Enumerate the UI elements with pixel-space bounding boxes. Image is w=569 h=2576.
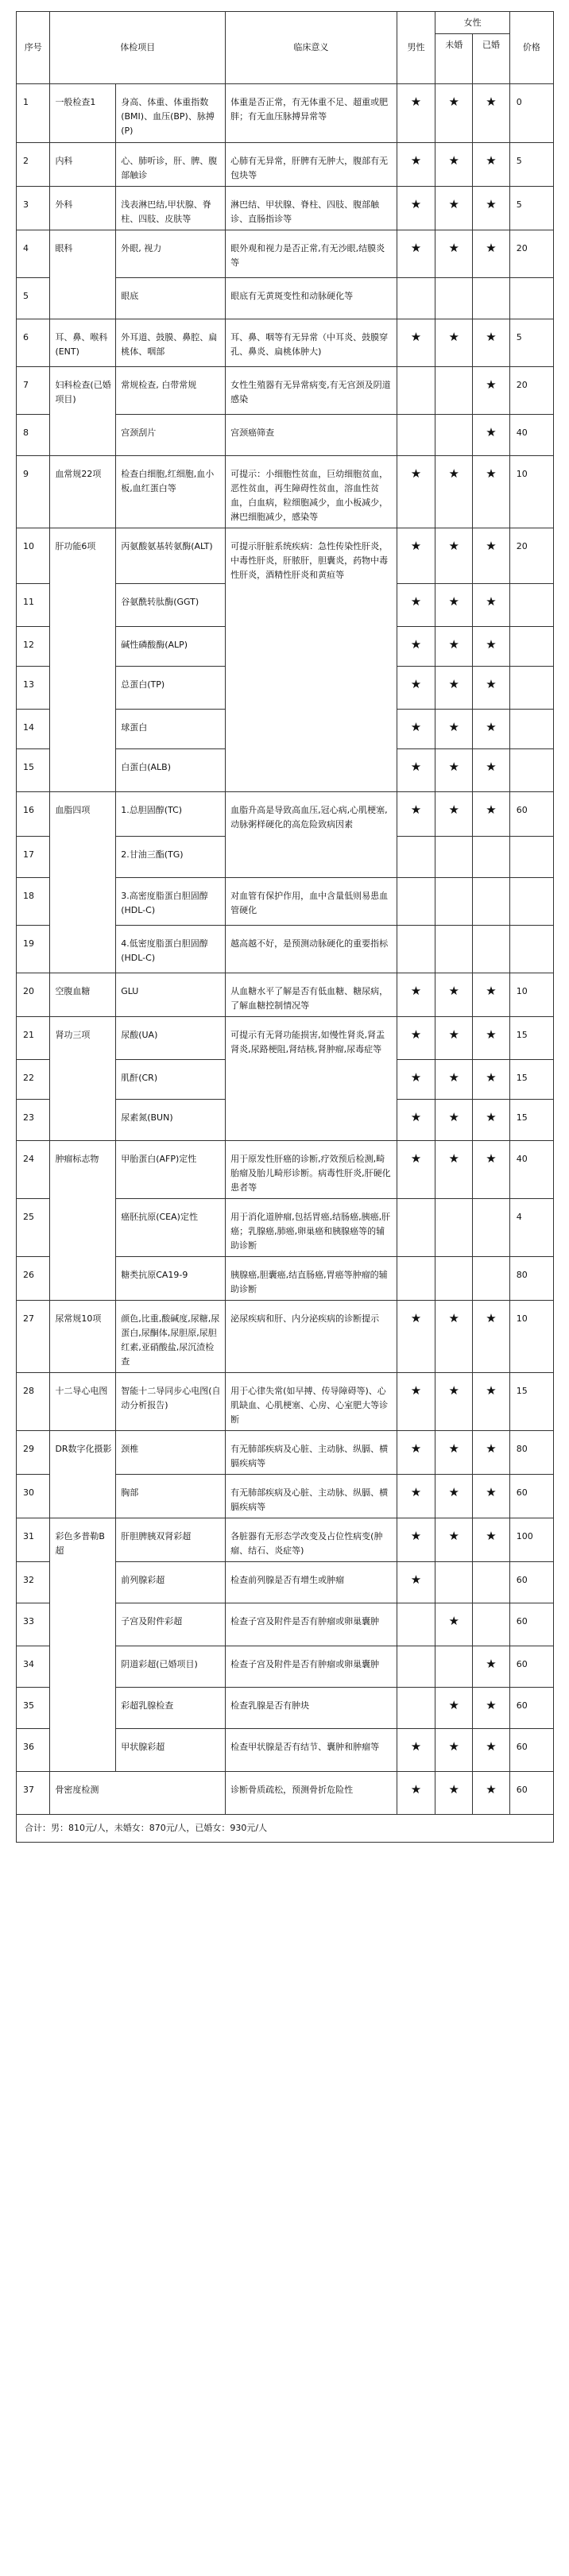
male-mark xyxy=(397,1257,435,1301)
row-number: 18 xyxy=(17,878,50,926)
male-mark: ★ xyxy=(397,1060,435,1100)
row-number: 25 xyxy=(17,1199,50,1257)
married-mark: ★ xyxy=(473,1060,510,1100)
male-mark: ★ xyxy=(397,1772,435,1815)
unmarried-mark xyxy=(435,415,473,456)
unmarried-mark: ★ xyxy=(435,1373,473,1431)
row-number: 9 xyxy=(17,456,50,528)
male-mark: ★ xyxy=(397,187,435,230)
row-subitem: 1.总胆固醇(TC) xyxy=(116,792,226,837)
married-mark: ★ xyxy=(473,230,510,278)
row-subitem: 智能十二导同步心电图(自动分析报告) xyxy=(116,1373,226,1431)
row-price: 15 xyxy=(509,1060,553,1100)
row-subitem: 2.甘油三酯(TG) xyxy=(116,837,226,878)
married-mark: ★ xyxy=(473,1772,510,1815)
married-mark: ★ xyxy=(473,710,510,749)
row-subitem: 肌酐(CR) xyxy=(116,1060,226,1100)
table-row xyxy=(17,1301,554,1373)
header-unmarried: 未婚 xyxy=(435,34,473,84)
row-number: 28 xyxy=(17,1373,50,1431)
unmarried-mark xyxy=(435,837,473,878)
row-meaning: 对血管有保护作用，血中含量低则易患血管硬化 xyxy=(226,878,397,926)
row-number: 20 xyxy=(17,973,50,1017)
male-mark: ★ xyxy=(397,749,435,792)
male-mark: ★ xyxy=(397,627,435,667)
unmarried-mark: ★ xyxy=(435,1060,473,1100)
unmarried-mark xyxy=(435,367,473,415)
row-price: 20 xyxy=(509,230,553,278)
married-mark: ★ xyxy=(473,792,510,837)
row-price: 20 xyxy=(509,528,553,584)
row-subitem: 肝胆脾胰双肾彩超 xyxy=(116,1518,226,1562)
row-number: 14 xyxy=(17,710,50,749)
row-subitem: 尿酸(UA) xyxy=(116,1017,226,1060)
row-category: 血脂四项 xyxy=(50,792,116,973)
row-subitem: 宫颈刮片 xyxy=(116,415,226,456)
married-mark: ★ xyxy=(473,1373,510,1431)
row-meaning: 越高越不好，是预测动脉硬化的重要指标 xyxy=(226,926,397,973)
table-row xyxy=(17,1772,554,1815)
row-number: 26 xyxy=(17,1257,50,1301)
row-price xyxy=(509,710,553,749)
table-row xyxy=(17,528,554,584)
row-meaning: 有无肺部疾病及心脏、主动脉、纵膈、横膈疾病等 xyxy=(226,1475,397,1518)
row-number: 35 xyxy=(17,1688,50,1729)
row-meaning: 可提示有无肾功能损害,如慢性肾炎,肾盂肾炎,尿路梗阻,肾结核,肾肿瘤,尿毒症等 xyxy=(226,1017,397,1141)
row-price: 15 xyxy=(509,1100,553,1141)
row-number: 3 xyxy=(17,187,50,230)
married-mark xyxy=(473,926,510,973)
row-number: 19 xyxy=(17,926,50,973)
married-mark: ★ xyxy=(473,1141,510,1199)
row-price: 60 xyxy=(509,1475,553,1518)
row-price: 5 xyxy=(509,187,553,230)
row-meaning: 诊断骨质疏松，预测骨折危险性 xyxy=(226,1772,397,1815)
row-subitem: 子宫及附件彩超 xyxy=(116,1603,226,1646)
row-subitem: 糖类抗原CA19-9 xyxy=(116,1257,226,1301)
unmarried-mark: ★ xyxy=(435,584,473,627)
row-number: 31 xyxy=(17,1518,50,1562)
male-mark: ★ xyxy=(397,230,435,278)
male-mark: ★ xyxy=(397,1301,435,1373)
row-price: 40 xyxy=(509,1141,553,1199)
row-number: 22 xyxy=(17,1060,50,1100)
row-price xyxy=(509,837,553,878)
row-number: 8 xyxy=(17,415,50,456)
row-price: 5 xyxy=(509,143,553,187)
row-price: 10 xyxy=(509,973,553,1017)
row-meaning: 女性生殖器有无异常病变,有无宫颈及阴道感染 xyxy=(226,367,397,415)
table-row xyxy=(17,1518,554,1562)
unmarried-mark: ★ xyxy=(435,456,473,528)
row-number: 4 xyxy=(17,230,50,278)
exam-table-container xyxy=(16,11,554,1843)
unmarried-mark: ★ xyxy=(435,667,473,710)
unmarried-mark: ★ xyxy=(435,1100,473,1141)
row-meaning: 可提示肝脏系统疾病：急性传染性肝炎，中毒性肝炎，肝脓肝，胆囊炎，药物中毒性肝炎，酒精性肝炎和黄疸等 xyxy=(226,528,397,792)
married-mark: ★ xyxy=(473,1688,510,1729)
row-category: 妇科检查(已婚项目) xyxy=(50,367,116,456)
row-number: 24 xyxy=(17,1141,50,1199)
male-mark: ★ xyxy=(397,584,435,627)
married-mark: ★ xyxy=(473,1518,510,1562)
row-subitem: 癌胚抗原(CEA)定性 xyxy=(116,1199,226,1257)
row-subitem: 外眼, 视力 xyxy=(116,230,226,278)
row-subitem: 3.高密度脂蛋白胆固醇(HDL-C) xyxy=(116,878,226,926)
unmarried-mark xyxy=(435,1646,473,1688)
male-mark: ★ xyxy=(397,1141,435,1199)
row-subitem: 尿素氮(BUN) xyxy=(116,1100,226,1141)
row-number: 10 xyxy=(17,528,50,584)
male-mark xyxy=(397,1603,435,1646)
married-mark: ★ xyxy=(473,584,510,627)
row-subitem: 常规检查, 白带常规 xyxy=(116,367,226,415)
row-subitem: 身高、体重、体重指数(BMI)、血压(BP)、脉搏(P) xyxy=(116,84,226,143)
male-mark xyxy=(397,278,435,319)
row-number: 36 xyxy=(17,1729,50,1772)
male-mark: ★ xyxy=(397,1729,435,1772)
row-number: 2 xyxy=(17,143,50,187)
row-subitem: 心、肺听诊，肝、脾、腹部触诊 xyxy=(116,143,226,187)
row-meaning: 眼外观和视力是否正常,有无沙眼,结膜炎等 xyxy=(226,230,397,278)
row-price: 60 xyxy=(509,792,553,837)
unmarried-mark: ★ xyxy=(435,1772,473,1815)
row-category: 耳、鼻、喉科(ENT) xyxy=(50,319,116,367)
row-category: DR数字化摄影 xyxy=(50,1431,116,1518)
row-number: 30 xyxy=(17,1475,50,1518)
table-row xyxy=(17,456,554,528)
married-mark xyxy=(473,1257,510,1301)
row-meaning: 用于心律失常(如早搏、传导障碍等)、心肌缺血、心肌梗塞、心房、心室肥大等诊断 xyxy=(226,1373,397,1431)
unmarried-mark: ★ xyxy=(435,792,473,837)
unmarried-mark: ★ xyxy=(435,143,473,187)
row-price: 4 xyxy=(509,1199,553,1257)
male-mark xyxy=(397,415,435,456)
male-mark xyxy=(397,926,435,973)
row-meaning: 眼底有无黄斑变性和动脉硬化等 xyxy=(226,278,397,319)
married-mark: ★ xyxy=(473,973,510,1017)
row-meaning: 胰腺癌,胆囊癌,结直肠癌,胃癌等肿瘤的辅助诊断 xyxy=(226,1257,397,1301)
row-number: 16 xyxy=(17,792,50,837)
unmarried-mark: ★ xyxy=(435,973,473,1017)
row-price: 60 xyxy=(509,1772,553,1815)
male-mark: ★ xyxy=(397,528,435,584)
table-row xyxy=(17,230,554,278)
married-mark: ★ xyxy=(473,749,510,792)
married-mark xyxy=(473,278,510,319)
table-row xyxy=(17,1017,554,1060)
unmarried-mark: ★ xyxy=(435,230,473,278)
header-married: 已婚 xyxy=(473,34,510,84)
male-mark xyxy=(397,1688,435,1729)
unmarried-mark: ★ xyxy=(435,1141,473,1199)
row-price: 40 xyxy=(509,415,553,456)
row-number: 33 xyxy=(17,1603,50,1646)
row-meaning: 淋巴结、甲状腺、脊柱、四肢、腹部触诊、直肠指诊等 xyxy=(226,187,397,230)
row-price: 20 xyxy=(509,367,553,415)
married-mark: ★ xyxy=(473,143,510,187)
male-mark: ★ xyxy=(397,143,435,187)
married-mark xyxy=(473,1562,510,1603)
table-row xyxy=(17,84,554,143)
row-price xyxy=(509,926,553,973)
row-number: 17 xyxy=(17,837,50,878)
row-category: 尿常规10项 xyxy=(50,1301,116,1373)
row-subitem: 眼底 xyxy=(116,278,226,319)
married-mark xyxy=(473,837,510,878)
married-mark xyxy=(473,878,510,926)
row-subitem: 甲状腺彩超 xyxy=(116,1729,226,1772)
row-price xyxy=(509,584,553,627)
male-mark xyxy=(397,367,435,415)
row-category: 内科 xyxy=(50,143,116,187)
row-subitem: 外耳道、鼓膜、鼻腔、扁桃体、咽部 xyxy=(116,319,226,367)
unmarried-mark xyxy=(435,278,473,319)
male-mark: ★ xyxy=(397,1562,435,1603)
male-mark: ★ xyxy=(397,1518,435,1562)
unmarried-mark: ★ xyxy=(435,1688,473,1729)
row-meaning: 体重是否正常，有无体重不足、超重或肥胖；有无血压脉搏异常等 xyxy=(226,84,397,143)
row-price: 15 xyxy=(509,1373,553,1431)
row-meaning: 用于消化道肿瘤,包括胃癌,结肠癌,胰癌,肝癌；乳腺癌,肺癌,卵巢癌和胰腺癌等的辅助诊断 xyxy=(226,1199,397,1257)
male-mark: ★ xyxy=(397,319,435,367)
row-meaning: 从血糖水平了解是否有低血糖、糖尿病，了解血糖控制情况等 xyxy=(226,973,397,1017)
row-subitem: 球蛋白 xyxy=(116,710,226,749)
row-number: 13 xyxy=(17,667,50,710)
unmarried-mark: ★ xyxy=(435,1603,473,1646)
male-mark xyxy=(397,1646,435,1688)
row-number: 5 xyxy=(17,278,50,319)
married-mark: ★ xyxy=(473,456,510,528)
row-subitem: 4.低密度脂蛋白胆固醇(HDL-C) xyxy=(116,926,226,973)
married-mark: ★ xyxy=(473,319,510,367)
row-subitem: 前列腺彩超 xyxy=(116,1562,226,1603)
male-mark: ★ xyxy=(397,1475,435,1518)
row-meaning: 血脂升高是导致高血压,冠心病,心肌梗塞,动脉粥样硬化的高危险致病因素 xyxy=(226,792,397,878)
row-category: 肿瘤标志物 xyxy=(50,1141,116,1301)
row-subitem: 谷氨酰转肽酶(GGT) xyxy=(116,584,226,627)
row-subitem: 胸部 xyxy=(116,1475,226,1518)
unmarried-mark xyxy=(435,1562,473,1603)
row-price xyxy=(509,878,553,926)
married-mark: ★ xyxy=(473,627,510,667)
row-meaning: 检查子宫及附件是否有肿瘤或卵巢囊肿 xyxy=(226,1646,397,1688)
row-meaning: 用于原发性肝癌的诊断,疗效预后检测,畸胎瘤及胎儿畸形诊断。病毒性肝炎,肝硬化患者等 xyxy=(226,1141,397,1199)
row-price xyxy=(509,627,553,667)
unmarried-mark: ★ xyxy=(435,84,473,143)
male-mark: ★ xyxy=(397,1431,435,1475)
row-subitem: 碱性磷酸酶(ALP) xyxy=(116,627,226,667)
married-mark: ★ xyxy=(473,367,510,415)
table-row xyxy=(17,319,554,367)
row-price xyxy=(509,667,553,710)
unmarried-mark: ★ xyxy=(435,1431,473,1475)
total-text: 合计：男：810元/人，未婚女：870元/人，已婚女：930元/人 xyxy=(17,1815,554,1843)
row-subitem: 丙氨酸氨基转氨酶(ALT) xyxy=(116,528,226,584)
table-row xyxy=(17,792,554,837)
row-category: 彩色多普勒B超 xyxy=(50,1518,116,1772)
row-number: 27 xyxy=(17,1301,50,1373)
row-price: 15 xyxy=(509,1017,553,1060)
row-meaning: 有无肺部疾病及心脏、主动脉、纵膈、横膈疾病等 xyxy=(226,1431,397,1475)
row-price xyxy=(509,278,553,319)
row-price: 60 xyxy=(509,1603,553,1646)
male-mark: ★ xyxy=(397,1373,435,1431)
unmarried-mark xyxy=(435,1199,473,1257)
header-seq: 序号 xyxy=(17,12,50,84)
married-mark: ★ xyxy=(473,1646,510,1688)
row-number: 7 xyxy=(17,367,50,415)
row-number: 15 xyxy=(17,749,50,792)
unmarried-mark: ★ xyxy=(435,627,473,667)
unmarried-mark: ★ xyxy=(435,1729,473,1772)
unmarried-mark xyxy=(435,1257,473,1301)
male-mark xyxy=(397,1199,435,1257)
unmarried-mark: ★ xyxy=(435,319,473,367)
unmarried-mark: ★ xyxy=(435,187,473,230)
married-mark: ★ xyxy=(473,1475,510,1518)
married-mark: ★ xyxy=(473,1729,510,1772)
row-price xyxy=(509,749,553,792)
row-subitem: 阴道彩超(已婚项目) xyxy=(116,1646,226,1688)
row-price: 10 xyxy=(509,456,553,528)
table-row xyxy=(17,1431,554,1475)
unmarried-mark: ★ xyxy=(435,528,473,584)
unmarried-mark: ★ xyxy=(435,710,473,749)
married-mark: ★ xyxy=(473,415,510,456)
row-meaning: 宫颈癌筛查 xyxy=(226,415,397,456)
table-row xyxy=(17,187,554,230)
male-mark: ★ xyxy=(397,1017,435,1060)
married-mark: ★ xyxy=(473,187,510,230)
row-price: 100 xyxy=(509,1518,553,1562)
male-mark: ★ xyxy=(397,973,435,1017)
married-mark: ★ xyxy=(473,667,510,710)
row-number: 34 xyxy=(17,1646,50,1688)
row-category: 血常规22项 xyxy=(50,456,116,528)
male-mark: ★ xyxy=(397,667,435,710)
row-meaning: 心肺有无异常，肝脾有无肿大，腹部有无包块等 xyxy=(226,143,397,187)
row-number: 11 xyxy=(17,584,50,627)
unmarried-mark: ★ xyxy=(435,749,473,792)
health-exam-table xyxy=(16,11,554,1843)
table-row xyxy=(17,367,554,415)
row-category: 十二导心电图 xyxy=(50,1373,116,1431)
header-price: 价格 xyxy=(509,12,553,84)
row-number: 12 xyxy=(17,627,50,667)
unmarried-mark: ★ xyxy=(435,1017,473,1060)
table-row xyxy=(17,143,554,187)
married-mark: ★ xyxy=(473,84,510,143)
married-mark: ★ xyxy=(473,1017,510,1060)
row-number: 29 xyxy=(17,1431,50,1475)
row-number: 32 xyxy=(17,1562,50,1603)
male-mark: ★ xyxy=(397,84,435,143)
row-price: 60 xyxy=(509,1688,553,1729)
row-number: 37 xyxy=(17,1772,50,1815)
row-subitem: 白蛋白(ALB) xyxy=(116,749,226,792)
row-meaning: 可提示：小细胞性贫血，巨幼细胞贫血，恶性贫血，再生障碍性贫血，溶血性贫血，白血病，粒细胞减少，血小板减少，淋巴细胞减少，感染等 xyxy=(226,456,397,528)
row-category: 外科 xyxy=(50,187,116,230)
row-subitem: 总蛋白(TP) xyxy=(116,667,226,710)
row-subitem: 甲胎蛋白(AFP)定性 xyxy=(116,1141,226,1199)
header-male: 男性 xyxy=(397,12,435,84)
male-mark: ★ xyxy=(397,456,435,528)
row-meaning: 检查前列腺是否有增生或肿瘤 xyxy=(226,1562,397,1603)
row-price: 60 xyxy=(509,1562,553,1603)
row-price: 80 xyxy=(509,1257,553,1301)
married-mark xyxy=(473,1199,510,1257)
row-meaning: 耳、鼻、咽等有无异常（中耳炎、鼓膜穿孔、鼻炎、扁桃体肿大) xyxy=(226,319,397,367)
row-meaning: 泌尿疾病和肝、内分泌疾病的诊断提示 xyxy=(226,1301,397,1373)
unmarried-mark xyxy=(435,926,473,973)
married-mark: ★ xyxy=(473,1301,510,1373)
row-price: 0 xyxy=(509,84,553,143)
row-price: 80 xyxy=(509,1431,553,1475)
table-row xyxy=(17,973,554,1017)
row-category: 肝功能6项 xyxy=(50,528,116,792)
row-number: 21 xyxy=(17,1017,50,1060)
row-meaning: 各脏器有无形态学改变及占位性病变(肿瘤、结石、炎症等) xyxy=(226,1518,397,1562)
row-number: 6 xyxy=(17,319,50,367)
row-category: 眼科 xyxy=(50,230,116,319)
header-row xyxy=(17,12,554,34)
row-meaning: 检查子宫及附件是否有肿瘤或卵巢囊肿 xyxy=(226,1603,397,1646)
row-category: 空腹血糖 xyxy=(50,973,116,1017)
unmarried-mark: ★ xyxy=(435,1475,473,1518)
row-price: 10 xyxy=(509,1301,553,1373)
male-mark xyxy=(397,837,435,878)
total-row xyxy=(17,1815,554,1843)
male-mark xyxy=(397,878,435,926)
row-subitem: 颜色,比重,酸碱度,尿糖,尿蛋白,尿酮体,尿胆原,尿胆红素,亚硝酸盐,尿沉渣检查 xyxy=(116,1301,226,1373)
row-meaning: 检查甲状腺是否有结节、囊肿和肿瘤等 xyxy=(226,1729,397,1772)
married-mark: ★ xyxy=(473,528,510,584)
row-subitem: 颈椎 xyxy=(116,1431,226,1475)
table-body xyxy=(17,84,554,1815)
table-row xyxy=(17,1373,554,1431)
male-mark: ★ xyxy=(397,792,435,837)
row-number: 23 xyxy=(17,1100,50,1141)
row-subitem: 检查白细胞,红细胞,血小板,血红蛋白等 xyxy=(116,456,226,528)
married-mark xyxy=(473,1603,510,1646)
row-category: 一般检查1 xyxy=(50,84,116,143)
row-price: 60 xyxy=(509,1646,553,1688)
header-meaning: 临床意义 xyxy=(226,12,397,84)
male-mark: ★ xyxy=(397,1100,435,1141)
row-number: 1 xyxy=(17,84,50,143)
unmarried-mark xyxy=(435,878,473,926)
married-mark: ★ xyxy=(473,1431,510,1475)
header-female: 女性 xyxy=(435,12,509,34)
row-subitem: 彩超乳腺检查 xyxy=(116,1688,226,1729)
male-mark: ★ xyxy=(397,710,435,749)
row-category: 肾功三项 xyxy=(50,1017,116,1141)
row-price: 60 xyxy=(509,1729,553,1772)
unmarried-mark: ★ xyxy=(435,1518,473,1562)
table-row xyxy=(17,1141,554,1199)
row-category: 骨密度检测 xyxy=(50,1772,226,1815)
row-subitem: 浅表淋巴结,甲状腺、脊柱、四肢、皮肤等 xyxy=(116,187,226,230)
married-mark: ★ xyxy=(473,1100,510,1141)
row-meaning: 检查乳腺是否有肿块 xyxy=(226,1688,397,1729)
header-item: 体检项目 xyxy=(50,12,226,84)
row-price: 5 xyxy=(509,319,553,367)
unmarried-mark: ★ xyxy=(435,1301,473,1373)
row-subitem: GLU xyxy=(116,973,226,1017)
